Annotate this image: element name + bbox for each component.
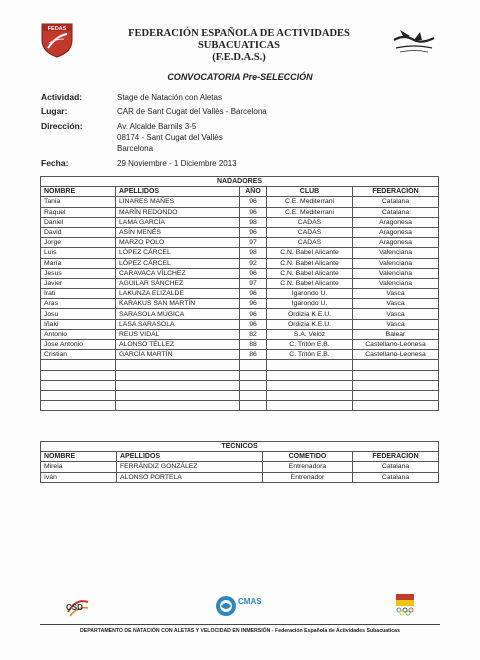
cell-anio: 96 — [240, 309, 267, 319]
cell-apellidos: LASA SARASOLA — [116, 319, 240, 329]
cell-anio: 96 — [240, 197, 267, 207]
empty-cell — [267, 360, 353, 370]
table-row — [41, 258, 439, 268]
cell-anio: 97 — [240, 278, 267, 288]
table-row — [41, 268, 439, 278]
cell-federacion: Vasca — [353, 299, 439, 309]
empty-row — [41, 360, 439, 370]
cell-apellidos: MARZO POLO — [116, 238, 240, 248]
cell-anio: 96 — [240, 289, 267, 299]
cmas-logo-text: CMAS — [238, 597, 262, 606]
cell-federacion: Catalana — [353, 197, 439, 207]
cell-club: Igarondo U. — [267, 289, 353, 299]
empty-cell — [41, 390, 116, 400]
cell-federacion: Castellano-Leonesa — [353, 340, 439, 350]
tec-cell-nombre: Mireia — [41, 462, 117, 472]
cell-anio: 97 — [240, 238, 267, 248]
table-row — [41, 299, 439, 309]
cell-federacion: Valenciana — [353, 268, 439, 278]
cell-club: C. Tritón E.B. — [267, 340, 353, 350]
table-row — [41, 472, 439, 482]
empty-row — [41, 380, 439, 390]
federation-title — [94, 28, 384, 64]
table-row — [41, 248, 439, 258]
empty-cell — [41, 370, 116, 380]
cell-anio: 98 — [240, 248, 267, 258]
empty-cell — [240, 370, 267, 380]
cell-nombre: Jorge — [41, 238, 116, 248]
lugar-value: CAR de Sant Cugat del Vallès - Barcelona — [117, 107, 267, 116]
table-row — [41, 278, 439, 288]
olympic-committee-icon — [392, 592, 418, 622]
empty-cell — [353, 401, 439, 411]
tec-cell-cometido: Entrenador — [263, 472, 353, 482]
cell-nombre: Josu — [41, 309, 116, 319]
nadadores-body — [41, 197, 439, 411]
cell-apellidos: LINARES MAÑES — [116, 197, 240, 207]
cell-nombre: Iñaki — [41, 319, 116, 329]
cell-club: Ordizia K.E.U. — [267, 319, 353, 329]
cell-anio: 88 — [240, 340, 267, 350]
direccion-label: Dirección: — [41, 121, 83, 131]
cell-nombre: Irati — [41, 289, 116, 299]
csd-logo-icon — [62, 592, 92, 622]
cell-federacion: Valenciana — [353, 258, 439, 268]
empty-cell — [267, 390, 353, 400]
cell-apellidos: ASÍN MENÉS — [116, 227, 240, 237]
convocatoria-heading: CONVOCATORIA Pre-SELECCIÓN — [167, 72, 313, 82]
cell-nombre: Cristian — [41, 350, 116, 360]
cell-federacion: Aragonesa — [353, 227, 439, 237]
cell-anio: 96 — [240, 299, 267, 309]
cell-nombre: María — [41, 258, 116, 268]
cell-apellidos: AGUILAR SÁNCHEZ — [116, 278, 240, 288]
footer-text: DEPARTAMENTO DE NATACIÓN CON ALETAS Y VELOCIDAD EN INMERSIÓN - Federación Española de Actividades Subacuaticas — [80, 628, 400, 634]
cell-apellidos: LÓPEZ CÁRCEL — [116, 248, 240, 258]
tecnicos-header-row — [41, 452, 439, 462]
cell-federacion: Valenciana — [353, 278, 439, 288]
csd-logo — [62, 592, 92, 622]
cell-club: C.N. Babel Alicante — [267, 248, 353, 258]
footer-divider — [40, 624, 440, 625]
empty-cell — [267, 370, 353, 380]
table-row — [41, 309, 439, 319]
direccion-line1: Av. Alcalde Barnils 3-5 — [117, 122, 197, 131]
cell-federacion: Valenciana — [353, 248, 439, 258]
cell-nombre: David — [41, 227, 116, 237]
tec-cell-federacion: Catalana — [353, 472, 439, 482]
table-row — [41, 289, 439, 299]
cell-club: C.E. Mediterrani — [267, 197, 353, 207]
empty-cell — [116, 360, 240, 370]
cell-nombre: Javier — [41, 278, 116, 288]
header-club: CLUB — [267, 187, 353, 197]
cell-anio: 98 — [240, 217, 267, 227]
actividad-value: Stage de Natación con Aletas — [117, 93, 222, 102]
empty-cell — [240, 380, 267, 390]
cell-federacion: Vasca — [353, 319, 439, 329]
cell-apellidos: GARCÍA MARTÍN — [116, 350, 240, 360]
header-apellidos: APELLIDOS — [116, 187, 240, 197]
tec-header-cometido: COMETIDO — [263, 452, 353, 462]
empty-cell — [353, 380, 439, 390]
empty-row — [41, 401, 439, 411]
tec-header-nombre: NOMBRE — [41, 452, 117, 462]
cell-apellidos: LAMA GARCÍA — [116, 217, 240, 227]
tec-cell-federacion: Catalana — [353, 462, 439, 472]
table-row — [41, 227, 439, 237]
diver-bird-logo — [390, 26, 436, 56]
empty-cell — [41, 360, 116, 370]
cell-nombre: Tania — [41, 197, 116, 207]
cell-apellidos: ALONSO TÉLLEZ — [116, 340, 240, 350]
nadadores-title: NADADORES — [41, 177, 439, 187]
cell-nombre: Jesus — [41, 268, 116, 278]
tecnicos-table — [40, 441, 439, 483]
csd-logo-text: CSD — [66, 603, 83, 612]
cell-apellidos: REUS VIDAL — [116, 329, 240, 339]
cell-anio: 96 — [240, 227, 267, 237]
cell-anio: 86 — [240, 350, 267, 360]
direccion-line3: Barcelona — [117, 144, 154, 153]
cell-anio: 96 — [240, 319, 267, 329]
cell-anio: 92 — [240, 258, 267, 268]
lugar-label: Lugar: — [41, 106, 68, 116]
empty-cell — [41, 401, 116, 411]
header-nombre: NOMBRE — [41, 187, 116, 197]
fecha-label: Fecha: — [41, 158, 69, 168]
empty-cell — [267, 380, 353, 390]
cell-anio: 96 — [240, 207, 267, 217]
direccion-line2: 08174 - Sant Cugat del Vallès — [117, 133, 223, 142]
empty-cell — [240, 390, 267, 400]
empty-cell — [240, 401, 267, 411]
table-row — [41, 350, 439, 360]
cell-nombre: Daniel — [41, 217, 116, 227]
tec-header-apellidos: APELLIDOS — [117, 452, 263, 462]
cell-club: CADAS — [267, 217, 353, 227]
tecnicos-body — [41, 462, 439, 482]
cell-federacion: Balear — [353, 329, 439, 339]
cell-club: C.E. Mediterrani — [267, 207, 353, 217]
cell-anio: 96 — [240, 268, 267, 278]
empty-cell — [267, 401, 353, 411]
cell-club: CADAS — [267, 238, 353, 248]
tec-header-federacion: FEDERACIÓN — [353, 452, 439, 462]
header-anio: AÑO — [240, 187, 267, 197]
cell-anio: 82 — [240, 329, 267, 339]
cell-club: C.N. Babel Alicante — [267, 268, 353, 278]
empty-cell — [240, 360, 267, 370]
cell-nombre: Raquel — [41, 207, 116, 217]
cell-club: Igarondo U. — [267, 299, 353, 309]
cell-apellidos: LÓPEZ CÁRCEL — [116, 258, 240, 268]
cell-club: CADAS — [267, 227, 353, 237]
table-row — [41, 217, 439, 227]
tec-cell-apellidos: FERRÁNDIZ GONZÁLEZ — [117, 462, 263, 472]
cell-club: C. Tritón E.B. — [267, 350, 353, 360]
cmas-logo — [214, 592, 270, 622]
tec-cell-nombre: Iván — [41, 472, 117, 482]
empty-cell — [41, 380, 116, 390]
cmas-logo-icon — [214, 592, 270, 622]
header-federacion: FEDERACIÓN — [353, 187, 439, 197]
olympic-committee-logo — [392, 592, 418, 622]
cell-club: S.A. Veloz — [267, 329, 353, 339]
table-row — [41, 319, 439, 329]
cell-federacion: Vasca — [353, 289, 439, 299]
cell-federacion: Vasca — [353, 309, 439, 319]
fedas-logo-text: FEDAS — [47, 26, 67, 32]
table-row — [41, 462, 439, 472]
cell-nombre: Aras — [41, 299, 116, 309]
cell-apellidos: KARAKUS SAN MARTÍN — [116, 299, 240, 309]
empty-row — [41, 390, 439, 400]
empty-cell — [116, 390, 240, 400]
cell-nombre: Luis — [41, 248, 116, 258]
cell-federacion: Catalana — [353, 207, 439, 217]
table-row — [41, 238, 439, 248]
table-row — [41, 197, 439, 207]
empty-cell — [116, 370, 240, 380]
cell-federacion: Aragonesa — [353, 238, 439, 248]
cell-apellidos: LAKUNZA ELIZALDE — [116, 289, 240, 299]
cell-federacion: Castellano-Leonesa — [353, 350, 439, 360]
cell-nombre: Antonio — [41, 329, 116, 339]
cell-club: Ordizia K.E.U. — [267, 309, 353, 319]
empty-cell — [353, 370, 439, 380]
actividad-label: Actividad: — [41, 92, 83, 102]
empty-row — [41, 370, 439, 380]
cell-apellidos: SARASOLA MÚGICA — [116, 309, 240, 319]
table-row — [41, 207, 439, 217]
cell-apellidos: CARAVACA VÍLCHEZ — [116, 268, 240, 278]
cell-club: C.N. Babel Alicante — [267, 278, 353, 288]
empty-cell — [353, 390, 439, 400]
federation-title-line1: FEDERACIÓN ESPAÑOLA DE ACTIVIDADES SUBACUATICAS — [128, 28, 350, 51]
tec-cell-apellidos: ALONSO PORTELA — [117, 472, 263, 482]
tecnicos-title: TÉCNICOS — [41, 442, 439, 452]
cell-nombre: Jose Antonio — [41, 340, 116, 350]
nadadores-header-row — [41, 187, 439, 197]
cell-federacion: Aragonesa — [353, 217, 439, 227]
table-row — [41, 329, 439, 339]
cell-club: C.N. Babel Alicante — [267, 258, 353, 268]
empty-cell — [116, 401, 240, 411]
empty-cell — [116, 380, 240, 390]
federation-title-line2: (F.E.D.A.S.) — [212, 52, 266, 63]
table-row — [41, 340, 439, 350]
fedas-shield-logo — [40, 22, 74, 58]
fecha-value: 29 Noviembre - 1 Diciembre 2013 — [117, 159, 237, 168]
cell-apellidos: MARÍN REDONDO — [116, 207, 240, 217]
nadadores-table — [40, 176, 439, 411]
empty-cell — [353, 360, 439, 370]
tec-cell-cometido: Entrenadora — [263, 462, 353, 472]
